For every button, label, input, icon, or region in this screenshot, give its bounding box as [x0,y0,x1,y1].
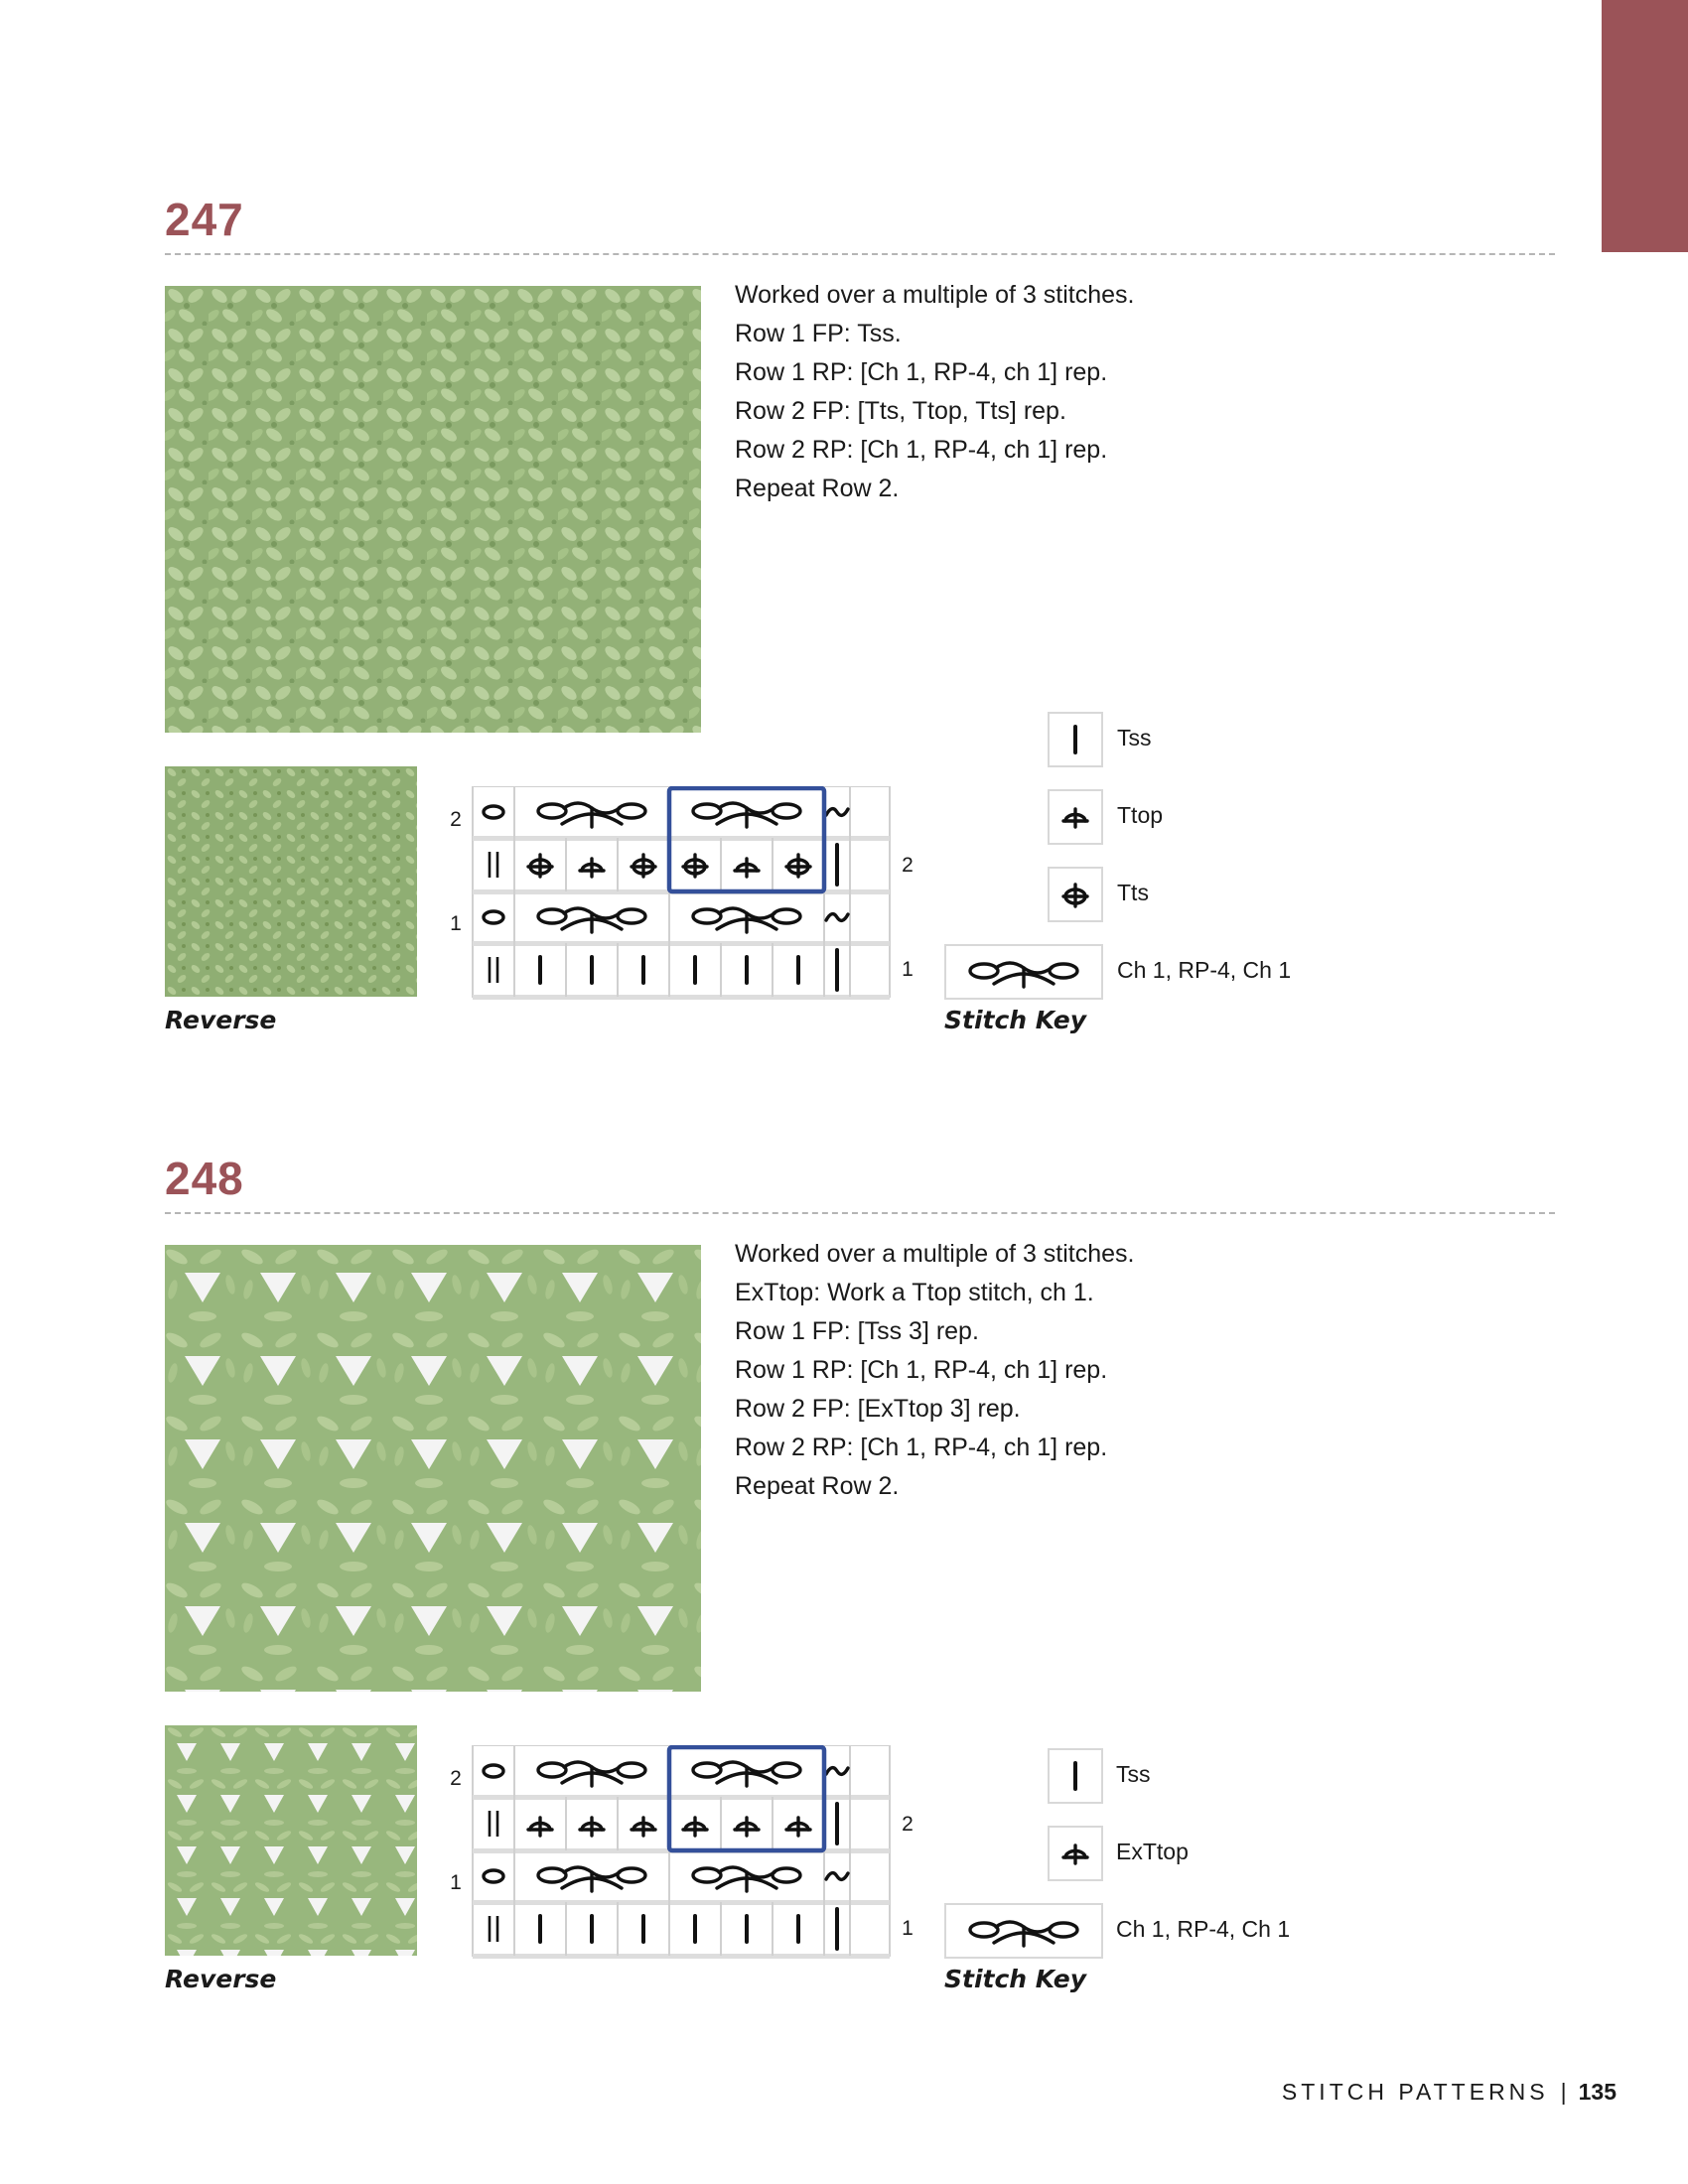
key-label: Ch 1, RP-4, Ch 1 [1117,957,1292,983]
stitch-key-title: Stitch Key [944,1006,1087,1034]
ch1-rp4-ch1-symbol-icon [944,944,1103,1000]
page-footer [1282,2079,1617,2106]
instruction-line: Row 1 RP: [Ch 1, RP-4, ch 1] rep. [735,1356,1108,1384]
row-label: 1 [902,1917,914,1940]
instruction-line: Worked over a multiple of 3 stitches. [735,281,1135,309]
stitch-chart [437,1745,923,1966]
tss-symbol-icon [1048,712,1103,767]
ttop-symbol-icon [1048,789,1103,845]
stitch-chart [437,786,923,1007]
tss-symbol-icon [1048,1748,1103,1804]
pattern-instructions [735,276,1430,508]
footer-separator: | [1560,2079,1567,2105]
instruction-line: Row 1 FP: [Tss 3] rep. [735,1317,979,1345]
row-label: 2 [902,854,914,877]
section-tab [1602,0,1688,252]
stitch-key-title: Stitch Key [944,1965,1087,1993]
row-label: 2 [450,808,462,831]
key-label: ExTtop [1116,1839,1189,1864]
key-label: Tss [1116,1761,1151,1787]
instruction-line: Row 2 RP: [Ch 1, RP-4, ch 1] rep. [735,1433,1108,1461]
row-label: 2 [902,1813,914,1836]
dashed-divider [165,1212,1555,1214]
instruction-line: Row 2 FP: [ExTtop 3] rep. [735,1395,1021,1423]
exttop-symbol-icon [1048,1826,1103,1881]
row-label: 2 [450,1767,462,1790]
swatch-photo-front [165,1245,701,1692]
reverse-caption: Reverse [165,1006,277,1034]
swatch-photo-reverse [165,1725,417,1956]
instruction-line: Worked over a multiple of 3 stitches. [735,1240,1135,1268]
instruction-line: ExTtop: Work a Ttop stitch, ch 1. [735,1279,1094,1306]
ch1-rp4-ch1-symbol-icon [944,1903,1103,1959]
row-label: 1 [902,958,914,981]
key-label: Tss [1117,725,1152,751]
dashed-divider [165,253,1555,255]
instruction-line: Row 1 RP: [Ch 1, RP-4, ch 1] rep. [735,358,1108,386]
key-label: Ch 1, RP-4, Ch 1 [1116,1916,1291,1942]
section-title: STITCH PATTERNS [1281,2079,1549,2105]
pattern-instructions [735,1235,1430,1506]
key-label: Tts [1117,880,1149,905]
row-label: 1 [450,912,462,935]
row-label: 1 [450,1871,462,1894]
instruction-line: Repeat Row 2. [735,475,900,502]
reverse-caption: Reverse [165,1965,277,1993]
swatch-photo-front [165,286,701,733]
instruction-line: Repeat Row 2. [735,1472,900,1500]
pattern-number: 247 [165,194,244,245]
swatch-photo-reverse [165,766,417,997]
instruction-line: Row 2 RP: [Ch 1, RP-4, ch 1] rep. [735,436,1108,464]
instruction-line: Row 2 FP: [Tts, Ttop, Tts] rep. [735,397,1066,425]
instruction-line: Row 1 FP: Tss. [735,320,902,347]
pattern-number: 248 [165,1153,244,1204]
key-label: Ttop [1117,802,1164,828]
page-number: 135 [1578,2079,1617,2105]
tts-symbol-icon [1048,867,1103,922]
